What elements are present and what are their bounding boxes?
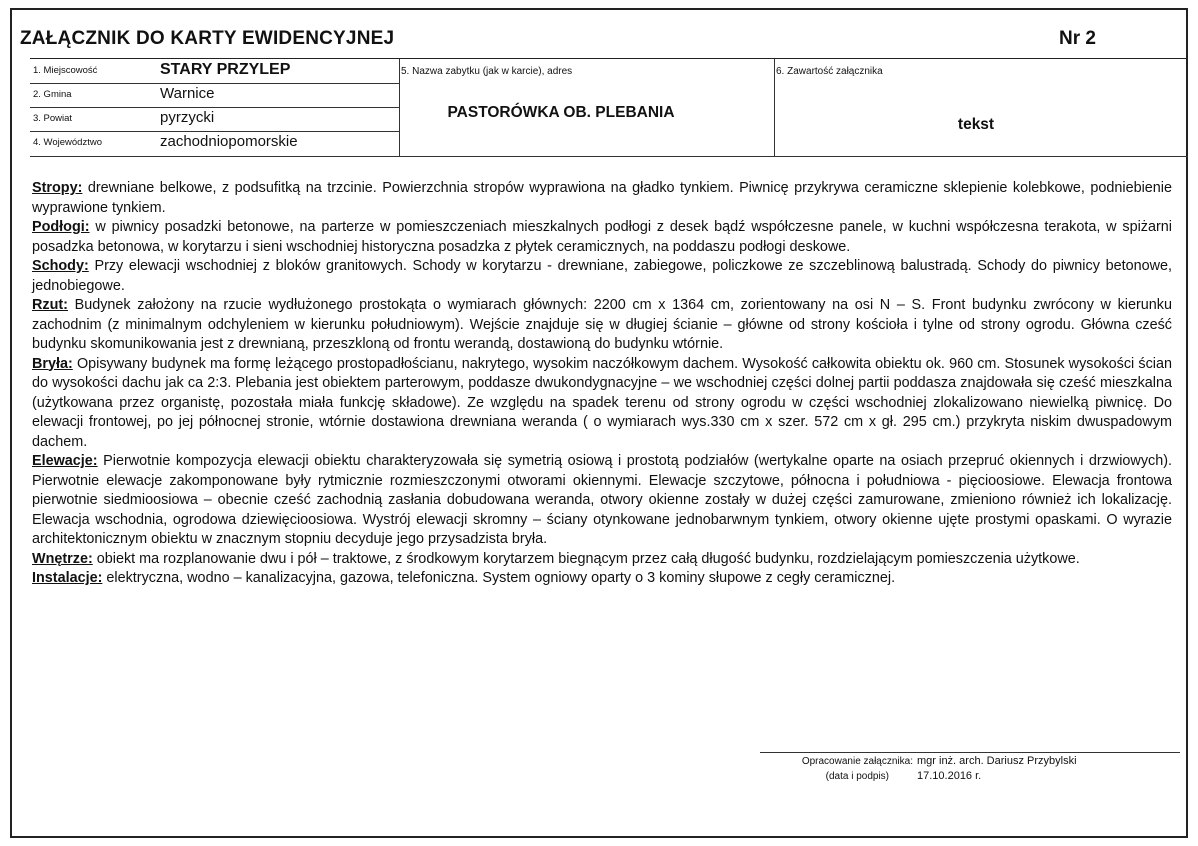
meta-label: 1. Miejscowość <box>33 65 98 76</box>
footer-date-row <box>775 769 1155 784</box>
author-label: Opracowanie załącznika: <box>801 756 913 767</box>
section-text: elektryczna, wodno – kanalizacyjna, gazowa, telefoniczna. System ogniowy oparty o 3 kominy słupowe z cegły ceramicznej. <box>102 570 896 586</box>
section-text: obiekt ma rozplanowanie dwu i pół – traktowe, z środkowym korytarzem biegnącym przez całą długość budynku, rozdzielającym pomieszczenia użytkowe. <box>92 550 1080 567</box>
meta-row-county <box>30 107 400 132</box>
section-installations <box>32 569 1172 589</box>
section-text: Przy elewacji wschodniej z bloków granitowych. Schody w korytarzu - drewniane, zabiegowe, policzkowe ze szczeblinową balustradą. Schody do piwnicy betonowe, jednobiegowe. <box>32 258 1172 294</box>
section-heading: Instalacje: <box>32 570 103 586</box>
location-table <box>30 59 400 157</box>
author-value: mgr inż. arch. Dariusz Przybylski <box>917 755 1077 767</box>
meta-value: Warnice <box>160 85 215 102</box>
meta-row-locality <box>30 59 400 84</box>
section-interior <box>32 550 1172 570</box>
section-heading: Wnętrze: <box>32 550 93 567</box>
section-stairs <box>32 257 1172 296</box>
column-divider <box>774 59 775 157</box>
document-title: ZAŁĄCZNIK DO KARTY EWIDENCYJNEJ <box>20 28 395 49</box>
meta-value: pyrzycki <box>160 109 215 126</box>
meta-label: 2. Gmina <box>33 89 72 100</box>
section-heading: Bryła: <box>32 355 73 372</box>
monument-name-label: 5. Nazwa zabytku (jak w karcie), adres <box>401 66 573 77</box>
date-value: 17.10.2016 r. <box>917 770 982 782</box>
date-label: (data i podpis) <box>825 771 889 782</box>
attachment-number: Nr 2 <box>1059 28 1096 49</box>
meta-row-commune <box>30 83 400 108</box>
section-heading: Elewacje: <box>32 453 98 469</box>
meta-value: STARY PRZYLEP <box>160 61 291 78</box>
section-heading: Podłogi: <box>32 219 90 235</box>
section-heading: Schody: <box>32 258 89 274</box>
content-label: 6. Zawartość załącznika <box>776 66 883 77</box>
section-heading: Rzut: <box>32 297 68 313</box>
section-text: Pierwotnie kompozycja elewacji obiektu charakteryzowała się symetrią osiową i prostotą podziałów (wertykalne oparte na osiach przepruć okiennych i drzwiowych). Pierwotnie elewacje zakomponowane były rytmicznie rozmieszczonymi otworami okiennymi. Elewacje szczytowe, północna i południowa - pięcioosiowe. Elewacja frontowa pierwotnie siedmioosiowa – obecnie cześć zachodnią zasłania dobudowana weranda, otwory okienne zostały w dużej części zamurowane, zmieniono również ich lokalizację. Elewacja wschodnia, ogrodowa dziewięcioosiowa. Wystrój elewacji skromny – ściany otynkowane jednobarwnym tynkiem, otwory okienne ujęte prostymi opaskami. O wyrazie architektonicznym obiektu w znacznym stopniu decyduje jego przysadzista bryła. <box>32 453 1172 547</box>
meta-value: zachodniopomorskie <box>160 133 298 150</box>
footer-rule <box>760 752 1180 753</box>
section-elevations <box>32 452 1172 550</box>
section-text: drewniane belkowe, z podsufitką na trzcinie. Powierzchnia stropów wyprawiona na gładko tynkiem. Piwnicę przykrywa ceramiczne sklepienie kolebkowe, podniebienie wyprawione tynkiem. <box>32 180 1172 216</box>
content-value: tekst <box>957 116 995 133</box>
header <box>20 24 1180 54</box>
section-text: Opisywany budynek ma formę leżącego prostopadłościanu, nakrytego, wysokim naczółkowym dachem. Wysokość całkowita obiektu ok. 960 cm. Stosunek wysokości ścian do wysokości dachu jak ca 2:3. Plebania jest obiektem parterowym, poddasze dwukondygnacyjne – we wschodniej części dolnej partii poddasza znajdowała się cześć mieszkalna (użytkowana przez organistę, pozostała miała funkcję składowe). Ze względu na spadek terenu od strony ogrodu w części wschodniej zlokalizowano niewielką piwnicę. Do elewacji frontowej, po jej północnej stronie, wtórnie dostawiona drewniana weranda ( o wymiarach wys.330 cm x szer. 572 cm x gł. 295 cm.) przykryta niskim dwuspadowym dachem. <box>32 355 1172 450</box>
meta-label: 3. Powiat <box>33 113 73 124</box>
section-ceilings <box>32 179 1172 218</box>
description-body <box>32 179 1172 589</box>
footer-signature <box>775 754 1155 784</box>
meta-row-voivodeship <box>30 131 400 155</box>
section-text: Budynek założony na rzucie wydłużonego prostokąta o wymiarach głównych: 2200 cm x 1364 cm, zorientowany na osi N – S. Front budynku zwrócony w kierunku zachodnim (z minimalnym odchyleniem w kierunku południowym). Wejście znajduje się w długiej ścianie – główne od strony kościoła i tylne od strony ogrodu. Główna cześć budynku skomunikowania jest z drewnianą, przeszkloną od frontu werandą, dostawioną do budynku wtórnie. <box>32 297 1172 352</box>
table-bottom-rule <box>30 156 1188 157</box>
section-text: w piwnicy posadzki betonowe, na parterze w pomieszczeniach mieszkalnych podłogi z desek bądź współczesne panele, w kuchni współczesna terakota, w spiżarni posadzka betonowa, w korytarzu i sieni wschodniej historyczna posadzka z płytek ceramicznych, na poddaszu podłogi deskowe. <box>32 219 1172 255</box>
footer-author-row <box>775 754 1155 769</box>
section-massing <box>32 355 1172 453</box>
section-heading: Stropy: <box>32 180 83 196</box>
meta-label: 4. Województwo <box>33 137 102 148</box>
section-floors <box>32 218 1172 257</box>
monument-name: PASTORÓWKA OB. PLEBANIA <box>447 104 675 121</box>
section-plan <box>32 296 1172 355</box>
